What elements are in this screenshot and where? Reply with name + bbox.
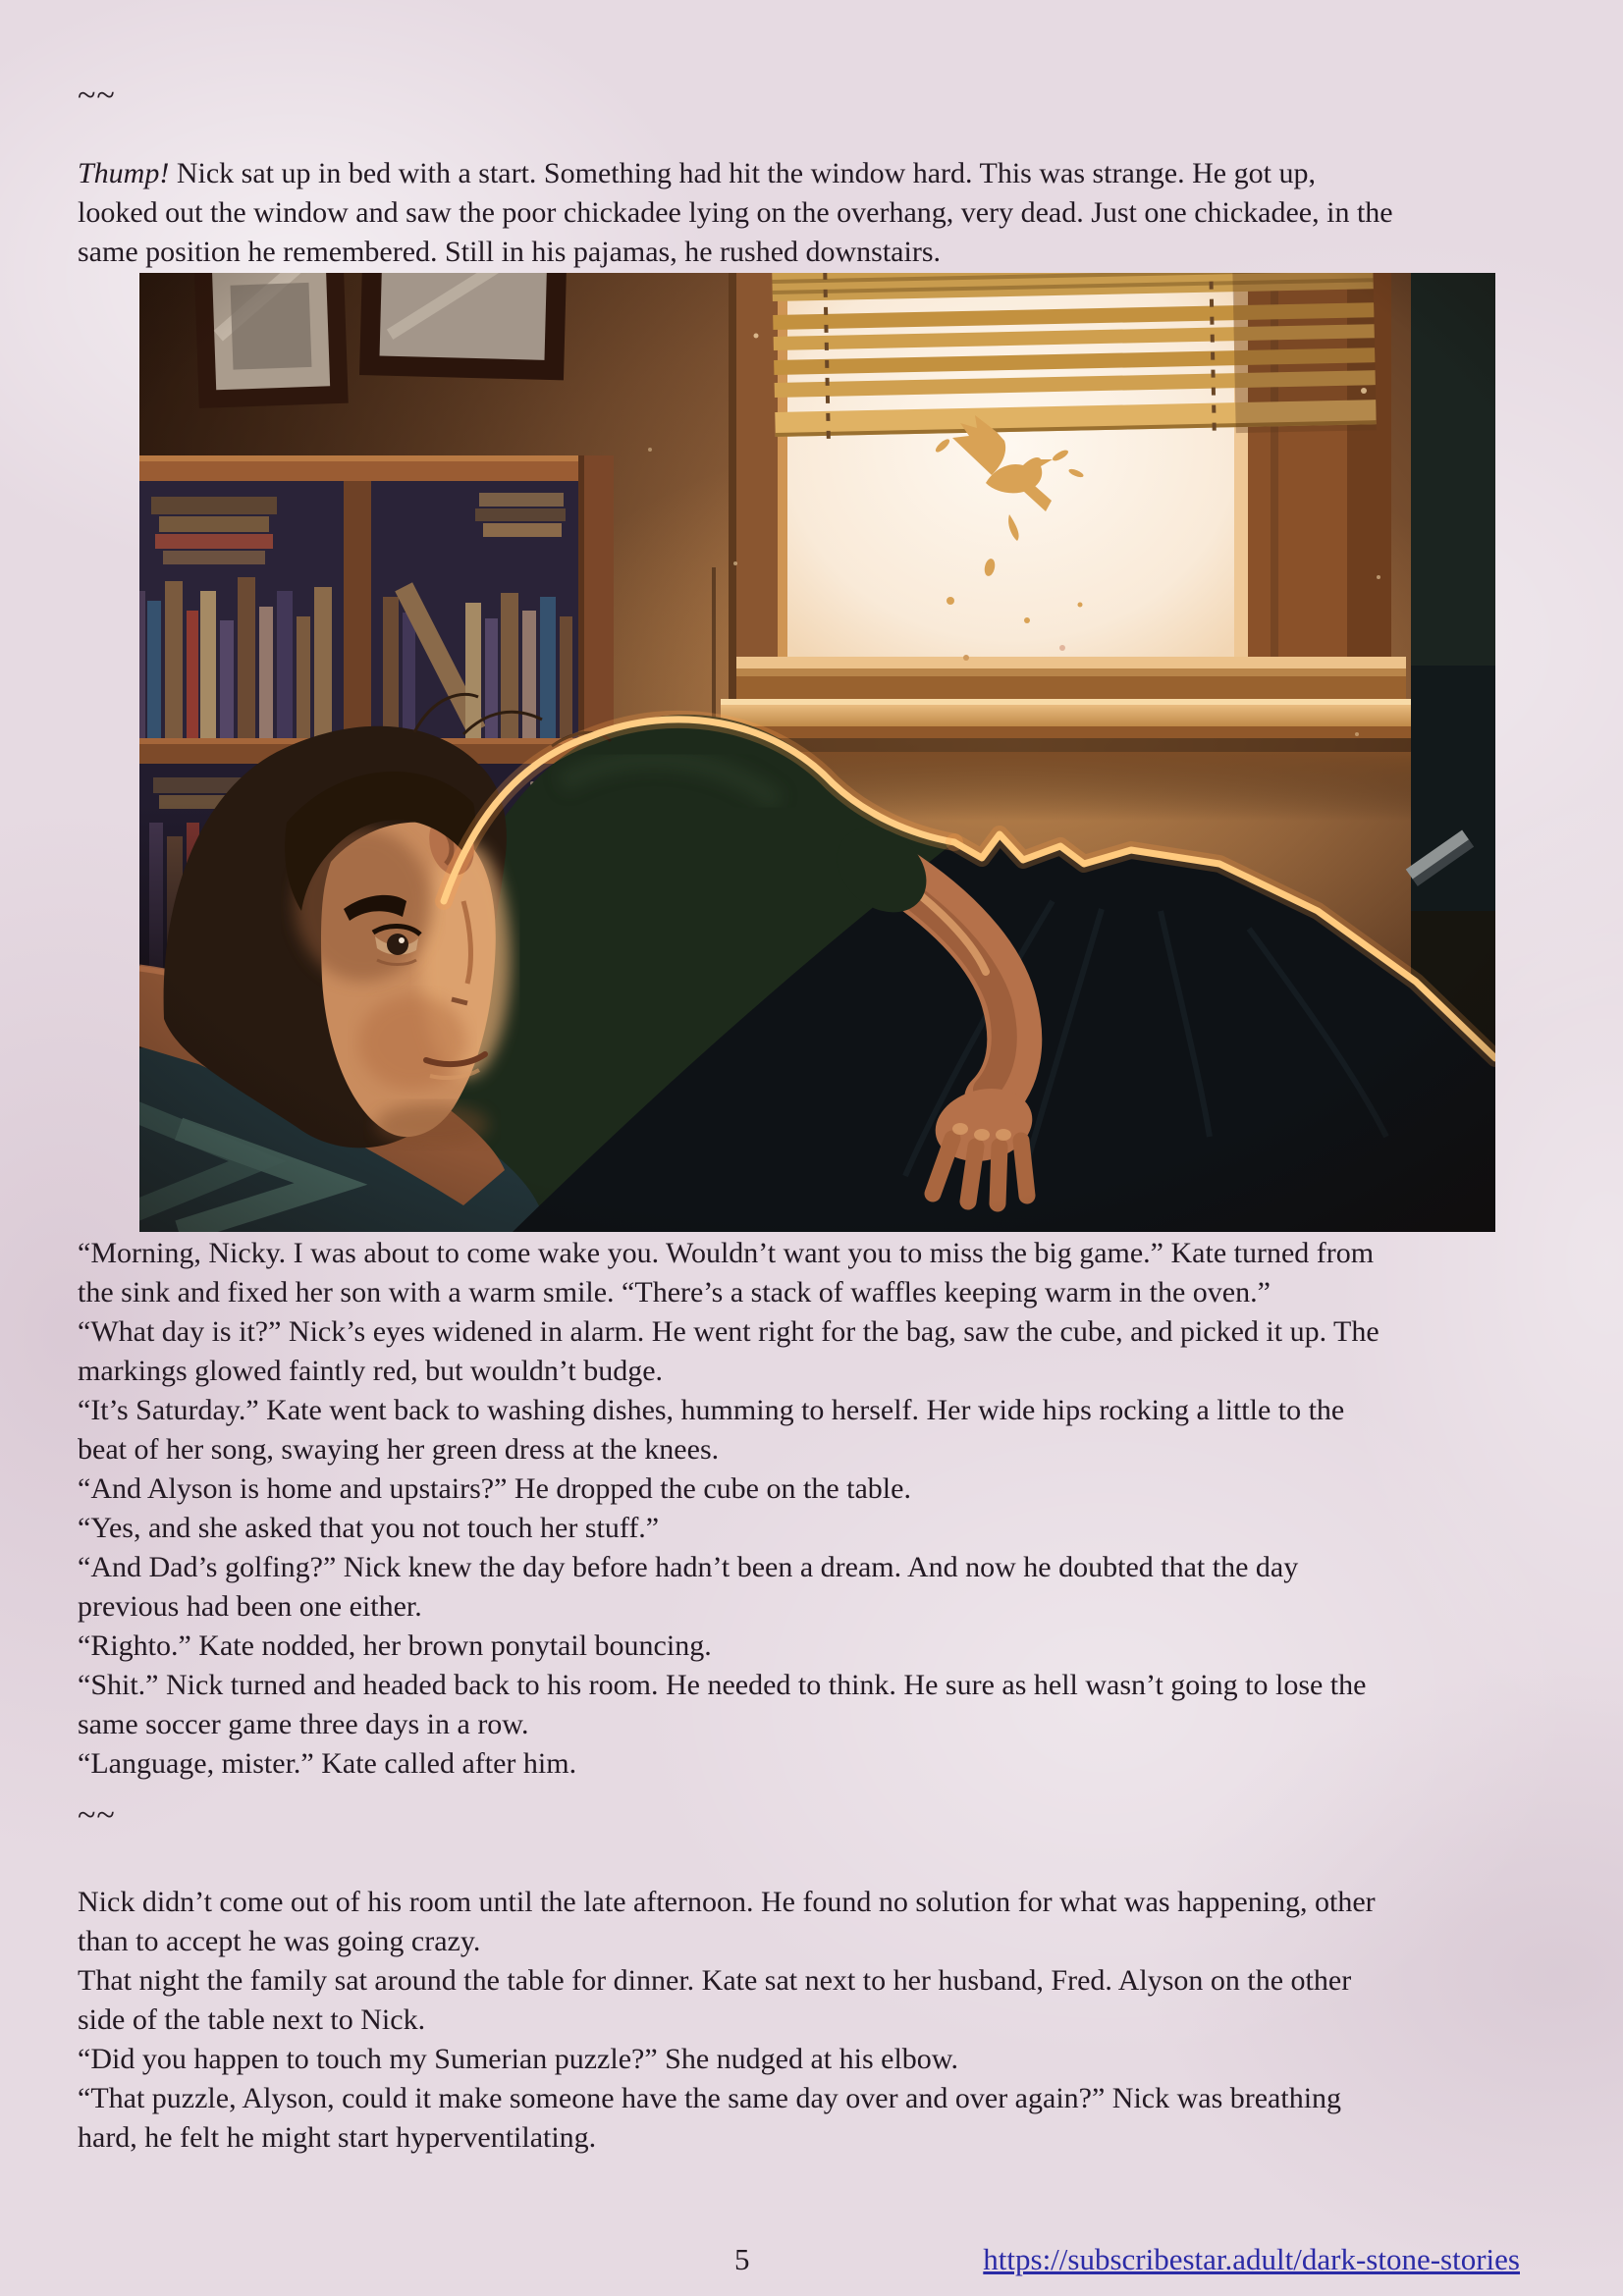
story-line: same soccer game three days in a row. [78,1708,529,1740]
story-line: the sink and fixed her son with a warm smile. “There’s a stack of waffles keeping warm in the oven.” [78,1276,1271,1308]
bedroom-illustration-svg [139,273,1495,1232]
story-line: “Did you happen to touch my Sumerian puzzle?” She nudged at his elbow. [78,2043,958,2075]
story-line: “Righto.” Kate nodded, her brown ponytail bouncing. [78,1629,712,1662]
story-line: “That puzzle, Alyson, could it make someone have the same day over and over again?” Nick was breathing [78,2082,1342,2114]
story-line: “It’s Saturday.” Kate went back to washing dishes, humming to herself. Her wide hips rocking a little to the [78,1394,1345,1426]
section-divider: ~~ [78,78,116,114]
section-divider: ~~ [78,1797,116,1834]
intro-paragraph [78,154,1555,272]
story-line: side of the table next to Nick. [78,2003,426,2036]
story-line: markings glowed faintly red, but wouldn’t budge. [78,1355,664,1387]
subscribestar-link[interactable]: https://subscribestar.adult/dark-stone-stories [983,2242,1520,2276]
story-line: beat of her song, swaying her green dress at the knees. [78,1433,720,1466]
story-line: “What day is it?” Nick’s eyes widened in alarm. He went right for the bag, saw the cube, and picked it up. The [78,1315,1380,1348]
sound-effect-word: Thump! [78,157,170,189]
story-line: “And Dad’s golfing?” Nick knew the day before hadn’t been a dream. And now he doubted that the day [78,1551,1299,1583]
story-line: hard, he felt he might start hyperventilating. [78,2121,597,2154]
story-line: Thump! Nick sat up in bed with a start. Something had hit the window hard. This was strange. He got up, [78,157,1316,189]
bedroom-illustration [139,273,1495,1232]
story-line: “Shit.” Nick turned and headed back to his room. He needed to think. He sure as hell wasn’t going to lose the [78,1669,1367,1701]
story-line: looked out the window and saw the poor chickadee lying on the overhang, very dead. Just one chickadee, in the [78,196,1393,229]
story-line: than to accept he was going crazy. [78,1925,481,1957]
page-number: 5 [734,2242,750,2276]
story-line: previous had been one either. [78,1590,422,1623]
story-line: “Yes, and she asked that you not touch her stuff.” [78,1512,660,1544]
dinner-scene-paragraphs [78,1883,1555,2158]
story-line: “Language, mister.” Kate called after him. [78,1747,577,1780]
footer-link-wrap [983,2242,1520,2277]
story-line: “And Alyson is home and upstairs?” He dropped the cube on the table. [78,1472,911,1505]
story-line: same position he remembered. Still in his pajamas, he rushed downstairs. [78,236,941,268]
story-line: “Morning, Nicky. I was about to come wake you. Wouldn’t want you to miss the big game.” Kate turned from [78,1237,1375,1269]
kitchen-scene-paragraphs [78,1234,1555,1784]
story-line: Nick didn’t come out of his room until the late afternoon. He found no solution for what was happening, other [78,1886,1376,1918]
story-line: That night the family sat around the table for dinner. Kate sat next to her husband, Fred. Alyson on the other [78,1964,1352,1997]
vignette [139,273,1495,1232]
